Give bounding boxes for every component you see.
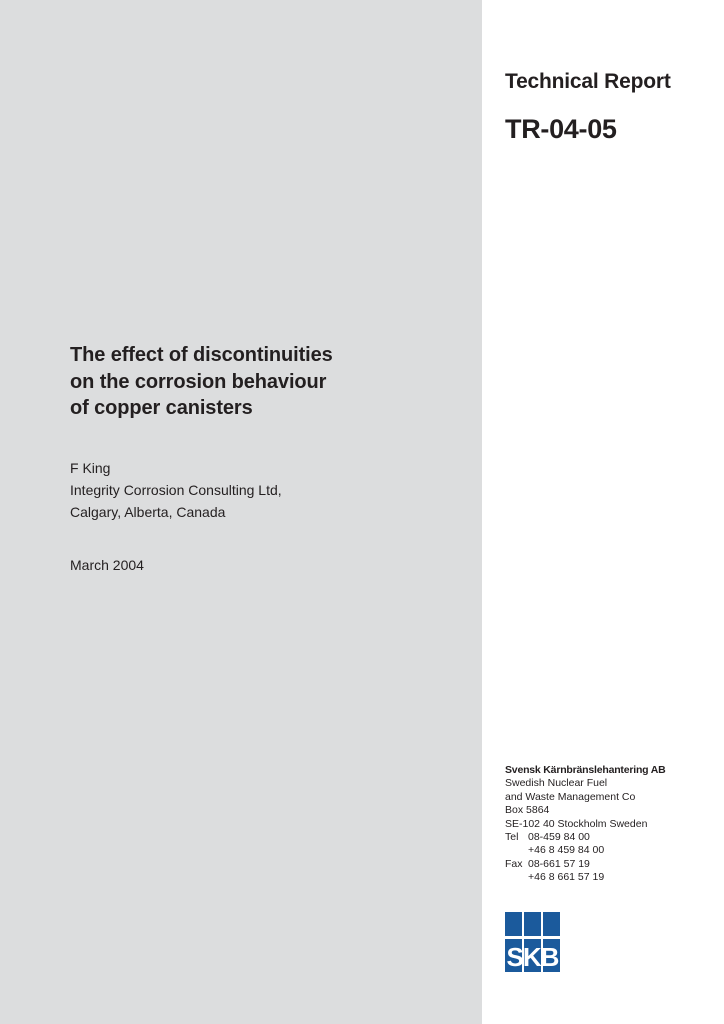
- fax-label: Fax: [505, 857, 523, 870]
- publisher-english-name-cont: and Waste Management Co: [505, 790, 636, 803]
- author-block: [70, 457, 282, 523]
- publisher-box: Box 5864: [505, 804, 550, 817]
- author-affiliation: Integrity Corrosion Consulting Ltd,: [70, 482, 282, 498]
- author-name: F King: [70, 460, 111, 476]
- fax-number-intl: +46 8 661 57 19: [528, 871, 605, 884]
- series-label: Technical Report: [505, 70, 671, 93]
- publisher-address: SE-102 40 Stockholm Sweden: [505, 817, 648, 830]
- author-location: Calgary, Alberta, Canada: [70, 504, 226, 520]
- publisher-company: Svensk Kärnbränslehantering AB: [505, 764, 666, 776]
- fax-row-intl: [505, 871, 715, 884]
- report-number: TR-04-05: [505, 114, 617, 144]
- fax-row: [505, 858, 715, 871]
- document-title: [70, 342, 430, 422]
- tel-label: Tel: [505, 831, 519, 844]
- publication-date: March 2004: [70, 557, 144, 573]
- publisher-english-name: Swedish Nuclear Fuel: [505, 777, 608, 790]
- title-line: on the corrosion behaviour: [70, 370, 327, 393]
- title-line: The effect of discontinuities: [70, 344, 333, 366]
- tel-row: [505, 831, 715, 844]
- tel-number: 08-459 84 00: [528, 831, 590, 844]
- skb-logo-icon: [505, 912, 560, 972]
- fax-number: 08-661 57 19: [528, 857, 590, 870]
- title-line: of copper canisters: [70, 397, 253, 419]
- logo-text: SKB: [506, 942, 559, 972]
- tel-number-intl: +46 8 459 84 00: [528, 844, 605, 857]
- publisher-block: [505, 764, 715, 885]
- tel-row-intl: [505, 844, 715, 857]
